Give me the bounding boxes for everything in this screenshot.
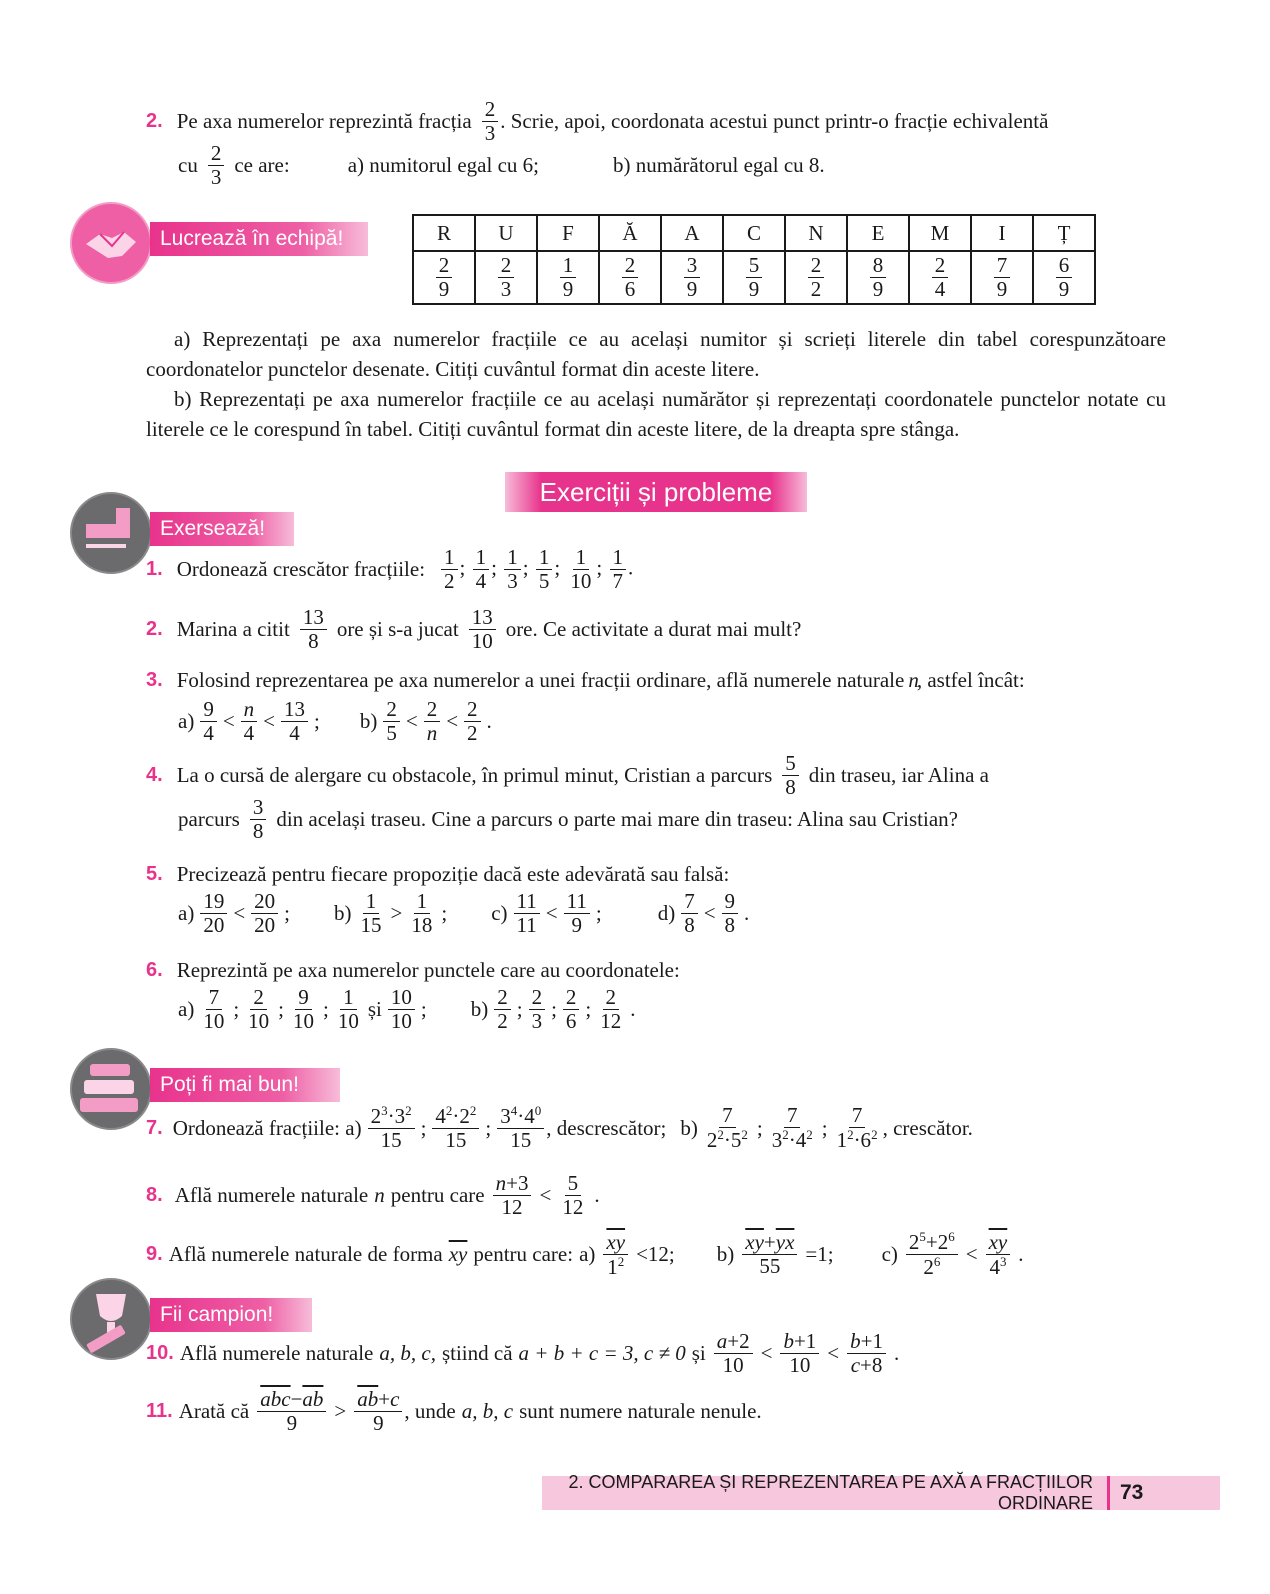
exercise-text-cont: . Scrie, apoi, coordonata acestui punct printr-o fracție echivalentă <box>500 109 1049 134</box>
table-cell-letter: M <box>909 215 971 251</box>
exercise-3: 3. Folosind reprezentarea pe axa numerelor a unei fracții ordinare, află numerele naturale n , astfel încât: <box>146 668 1025 692</box>
table-cell-fraction: $\frac{3}{9}$ <box>661 251 723 304</box>
table-cell-letter: C <box>723 215 785 251</box>
fraction: $\frac{1}{7}$ <box>610 546 627 593</box>
exercise-3-items: a) $\frac{9}{4}$ < $\frac{n}{4}$ < $\frac{13}{4}$ ; b) $\frac{2}{5}$ < $\frac{2}{n}$ < $\frac{2}{2}$ . <box>178 697 492 746</box>
table-cell-fraction: $\frac{6}{9}$ <box>1033 251 1095 304</box>
exercise-text: Ordonează crescător fracțiile: <box>176 557 426 582</box>
top-exercise-2-line-1 <box>146 98 1048 145</box>
table-cell-letter: Ă <box>599 215 661 251</box>
fraction: $\frac{1}{5}$ <box>536 546 553 593</box>
exercise-text: Arată că <box>178 1399 250 1424</box>
exercise-text: pentru care: <box>473 1242 574 1267</box>
practice-badge: Exersează! <box>150 512 294 546</box>
exercise-text: , unde <box>404 1399 456 1424</box>
exercise-text: Pe axa numerelor reprezintă fracția <box>176 109 472 134</box>
table-row-letters <box>413 215 1095 251</box>
champion-badge: Fii campion! <box>150 1298 312 1332</box>
exercise-6-items: a) $\frac{7}{10}$ ; $\frac{2}{10}$ ; $\frac{9}{10}$ ; $\frac{1}{10}$ și $\frac{10}{10}$ ; b) $\frac{2}{2}$ ; $\frac{2}{3}$ ; $\frac{2}{6}$ ; $\frac{2}{12}$ . <box>178 985 636 1034</box>
table-cell-fraction: $\frac{2}{3}$ <box>475 251 537 304</box>
exercise-text: pentru care <box>390 1183 485 1208</box>
fraction: $\frac{1}{10}$ <box>570 545 592 594</box>
fraction: $\frac{13}{10}$ <box>469 606 496 653</box>
table-cell-letter: N <box>785 215 847 251</box>
exercise-8: 8. Află numerele naturale n pentru care $\frac{n+3}{12}$ < $\frac{5}{12}$ . <box>146 1171 600 1220</box>
exercise-text: parcurs <box>178 807 240 832</box>
table-cell-fraction: $\frac{5}{9}$ <box>723 251 785 304</box>
table-cell-fraction: $\frac{2}{6}$ <box>599 251 661 304</box>
exercise-number: 2. <box>146 618 163 641</box>
exercise-text: ore și s-a jucat <box>336 617 459 642</box>
trophy-icon <box>70 1278 152 1360</box>
team-task-b: b) Reprezentați pe axa numerelor fracțiile ce au același numărător și reprezentați coordonatele punctelor notate cu literele ce le corespund în tabel. Citiți cuvântul format din aceste litere, de la dreapta spre stânga. <box>146 387 1166 441</box>
exercise-text: Află numerele naturale <box>179 1341 374 1366</box>
table-cell-fraction: $\frac{7}{9}$ <box>971 251 1033 304</box>
table-cell-fraction: $\frac{2}{9}$ <box>413 251 475 304</box>
table-cell-fraction: $\frac{2}{2}$ <box>785 251 847 304</box>
exercise-number: 1. <box>146 558 163 581</box>
variables: a, b, c <box>461 1399 514 1424</box>
equation: a + b + c = 3, c ≠ 0 <box>518 1341 686 1366</box>
exercise-text: Reprezintă pe axa numerelor punctele care au coordonatele: <box>176 958 680 982</box>
table-cell-letter: U <box>475 215 537 251</box>
exercise-1: 1. Ordonează crescător fracțiile: $\frac{1}{2}$ ; $\frac{1}{4}$ ; $\frac{1}{3}$ ; $\frac{1}{5}$ ; $\frac{1}{10}$ ; $\frac{1}{7}$ . <box>146 545 634 594</box>
exercise-number: 10. <box>146 1342 174 1365</box>
exercise-text: La o cursă de alergare cu obstacole, în primul minut, Cristian a parcurs <box>176 763 773 788</box>
si-word: și <box>367 997 382 1022</box>
exercise-number: 4. <box>146 764 163 787</box>
table-cell-letter: Ț <box>1033 215 1095 251</box>
exercise-text: știind că <box>441 1341 513 1366</box>
fraction: $\frac{1}{2}$ <box>441 546 458 593</box>
stacked-books-icon <box>70 1048 152 1130</box>
exercise-number: 11. <box>146 1400 173 1423</box>
table-cell-letter: A <box>661 215 723 251</box>
exercise-number: 2. <box>146 110 163 133</box>
exercise-text: , descrescător; <box>546 1115 667 1140</box>
exercise-2 <box>146 606 801 653</box>
chapter-title: 2. COMPARAREA ȘI REPREZENTAREA PE AXĂ A FRACȚIILOR ORDINARE <box>568 1472 1093 1513</box>
si-word: și <box>691 1341 706 1366</box>
exercise-text: din același traseu. Cine a parcurs o parte mai mare din traseu: Alina sau Cristian? <box>276 807 958 832</box>
ce-are-word: ce are: <box>234 153 290 178</box>
table-cell-letter: R <box>413 215 475 251</box>
exercise-text: sunt numere naturale nenule. <box>519 1399 762 1424</box>
exercise-number: 9. <box>146 1243 163 1266</box>
table-cell-fraction: $\frac{2}{4}$ <box>909 251 971 304</box>
exercise-text: ore. Ce activitate a durat mai mult? <box>505 617 802 642</box>
team-task-a: a) Reprezentați pe axa numerelor fracțiile ce au același numitor și scrieți literele din tabel corespunzătoare coordonatelor punctelor desenate. Citiți cuvântul format din aceste litere. <box>146 327 1166 381</box>
page-number: 73 <box>1120 1481 1144 1504</box>
fraction-2-3: $\frac{2}{3}$ <box>208 142 225 189</box>
exercise-number: 6. <box>146 959 163 981</box>
exercise-text: Precizează pentru fiecare propoziție dacă este adevărată sau falsă: <box>176 862 730 886</box>
table-row-fractions <box>413 251 1095 304</box>
cu-word: cu <box>178 153 198 178</box>
handshake-icon <box>70 202 152 284</box>
top-exercise-2-line-2 <box>178 142 825 189</box>
fraction: $\frac{13}{8}$ <box>300 606 327 653</box>
section-title: Exerciții și probleme <box>505 472 807 512</box>
exercise-text: Ordonează fracțiile: a) <box>172 1115 362 1140</box>
option-b: b) <box>680 1115 698 1140</box>
page-footer <box>542 1472 1220 1513</box>
exercise-7: 7. Ordonează fracțiile: a) $\frac{2^3\cdot 3^2}{15}$ ; $\frac{4^2\cdot 2^2}{15}$ ; $\frac{3^4\cdot 4^0}{15}$ , descrescător; b) $\frac{7}{2^2\cdot 5^2}$ ; $\frac{7}{3^2\cdot 4^2}$ ; $\frac{7}{1^2\cdot 6^2}$ , crescător. <box>146 1103 973 1153</box>
table-cell-letter: I <box>971 215 1033 251</box>
fraction: $\frac{1}{3}$ <box>504 546 521 593</box>
exercise-5-items: a) $\frac{19}{20}$ < $\frac{20}{20}$ ; b) $\frac{1}{15}$ > $\frac{1}{18}$ ; c) $\frac{11}{11}$ < $\frac{11}{9}$ ; d) $\frac{7}{8}$ < $\frac{9}{8}$ . <box>178 889 750 938</box>
exercise-number: 5. <box>146 863 163 885</box>
exercise-11: 11. Arată că $\frac{\overline{abc}-\overline{ab}}{9}$ > $\frac{\overline{ab}+c}{9}$ , unde a, b, c sunt numere naturale nenule. <box>146 1387 762 1436</box>
exercise-text: , astfel încât: <box>916 668 1025 692</box>
table-cell-fraction: $\frac{1}{9}$ <box>537 251 599 304</box>
exercise-number: 3. <box>146 669 163 691</box>
option-b: b) numărătorul egal cu 8. <box>612 153 825 178</box>
exercise-5 <box>146 862 729 887</box>
exercise-10: 10. Află numerele naturale a, b, c, știind că a + b + c = 3, c ≠ 0 și $\frac{a+2}{10}$ < $\frac{b+1}{10}$ < $\frac{b+1}{c+8}$ . <box>146 1329 900 1378</box>
fraction: $\frac{1}{4}$ <box>473 546 490 593</box>
exercise-6 <box>146 958 680 983</box>
table-cell-letter: F <box>537 215 599 251</box>
better-badge: Poți fi mai bun! <box>150 1068 340 1102</box>
thumbs-up-icon <box>70 492 152 574</box>
variables: a, b, c, <box>379 1341 436 1366</box>
exercise-text: Folosind reprezentarea pe axa numerelor a unei fracții ordinare, află numerele naturale <box>176 668 905 692</box>
exercise-text: , crescător. <box>882 1115 973 1140</box>
exercise-text: Află numerele naturale <box>174 1183 369 1208</box>
exercise-4-cont: parcurs $\frac{3}{8}$ din același traseu. Cine a parcurs o parte mai mare din traseu: Alina sau Cristian? <box>178 795 958 844</box>
exercise-number: 7. <box>146 1116 163 1139</box>
exercise-text: Marina a citit <box>176 617 290 642</box>
option-a: a) numitorul egal cu 6; <box>347 153 539 178</box>
exercise-number: 8. <box>146 1184 163 1207</box>
exercise-4: 4. La o cursă de alergare cu obstacole, în primul minut, Cristian a parcurs $\frac{5}{8}$ din traseu, iar Alina a <box>146 751 989 800</box>
exercise-text: din traseu, iar Alina a <box>808 763 989 788</box>
team-badge: Lucrează în echipă! <box>150 222 368 256</box>
fraction-2-3: $\frac{2}{3}$ <box>482 98 499 145</box>
letter-fraction-table <box>412 214 1096 305</box>
table-cell-fraction: $\frac{8}{9}$ <box>847 251 909 304</box>
exercise-9: 9. Află numerele naturale de forma $\overline{xy}$ pentru care: a) $\frac{\overline{xy}}{1^2}$ <12; b) $\frac{\overline{xy}+\overline{yx}}{55}$ =1; c) $\frac{2^5+2^6}{2^6}$ < $\frac{\overline{xy}}{4^3}$ . <box>146 1229 1024 1280</box>
table-cell-letter: E <box>847 215 909 251</box>
exercise-text: Află numerele naturale de forma <box>168 1242 443 1267</box>
